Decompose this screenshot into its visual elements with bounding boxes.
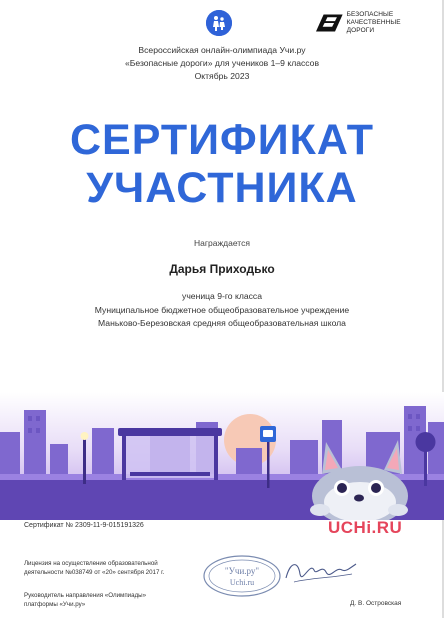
safe-roads-logo: [316, 10, 426, 36]
school-line1: Муниципальное бюджетное общеобразовательное учреждение: [94, 304, 350, 315]
title-line2: УЧАСТНИКА: [86, 164, 358, 212]
certificate-title: [0, 116, 444, 212]
school-line2: Маньково-Березовская средняя общеобразовательная школа: [98, 318, 346, 328]
bus-stop-illustration: [0, 392, 444, 520]
license-line1: Лицензия на осуществление образовательной: [24, 560, 158, 567]
road-flag-icon: [316, 14, 343, 32]
children-road-icon: [206, 10, 232, 36]
title-line1: СЕРТИФИКАТ: [69, 116, 375, 164]
company-stamp: [202, 554, 282, 598]
head-line2: платформы «Учи.ру»: [24, 600, 86, 608]
recipient-name: Дарья Приходько: [169, 262, 275, 276]
logo-text-line2: КАЧЕСТВЕННЫЕ ДОРОГИ: [346, 19, 401, 34]
header-line2: «Безопасные дороги» для учеников 1–9 классов: [124, 58, 320, 68]
olympiad-header: [0, 44, 444, 83]
awarded-label: Награждается: [194, 238, 250, 248]
certificate-number: Сертификат № 2309-11-9-015191326: [24, 522, 144, 529]
header-line3: Октябрь 2023: [194, 71, 250, 81]
header-line1: Всероссийская онлайн-олимпиада Учи.ру: [138, 45, 306, 55]
recipient-details: [0, 290, 444, 331]
stamp-line2: Uchi.ru: [229, 578, 255, 587]
signature: [280, 552, 360, 592]
signer-name: Д. В. Островская: [350, 600, 402, 607]
license-info: [24, 560, 184, 577]
logo-text-line1: БЕЗОПАСНЫЕ: [346, 11, 394, 18]
head-of-olympiads: [24, 592, 164, 609]
recipient-grade: ученица 9-го класса: [182, 291, 262, 301]
uchi-ru-logo: UCHi.RU: [328, 518, 403, 537]
head-line1: Руководитель направления «Олимпиады»: [24, 592, 147, 599]
license-line2: деятельности №038749 от «20» сентября 2017 г.: [24, 568, 165, 576]
stamp-line1: "Учи.ру": [224, 566, 260, 576]
